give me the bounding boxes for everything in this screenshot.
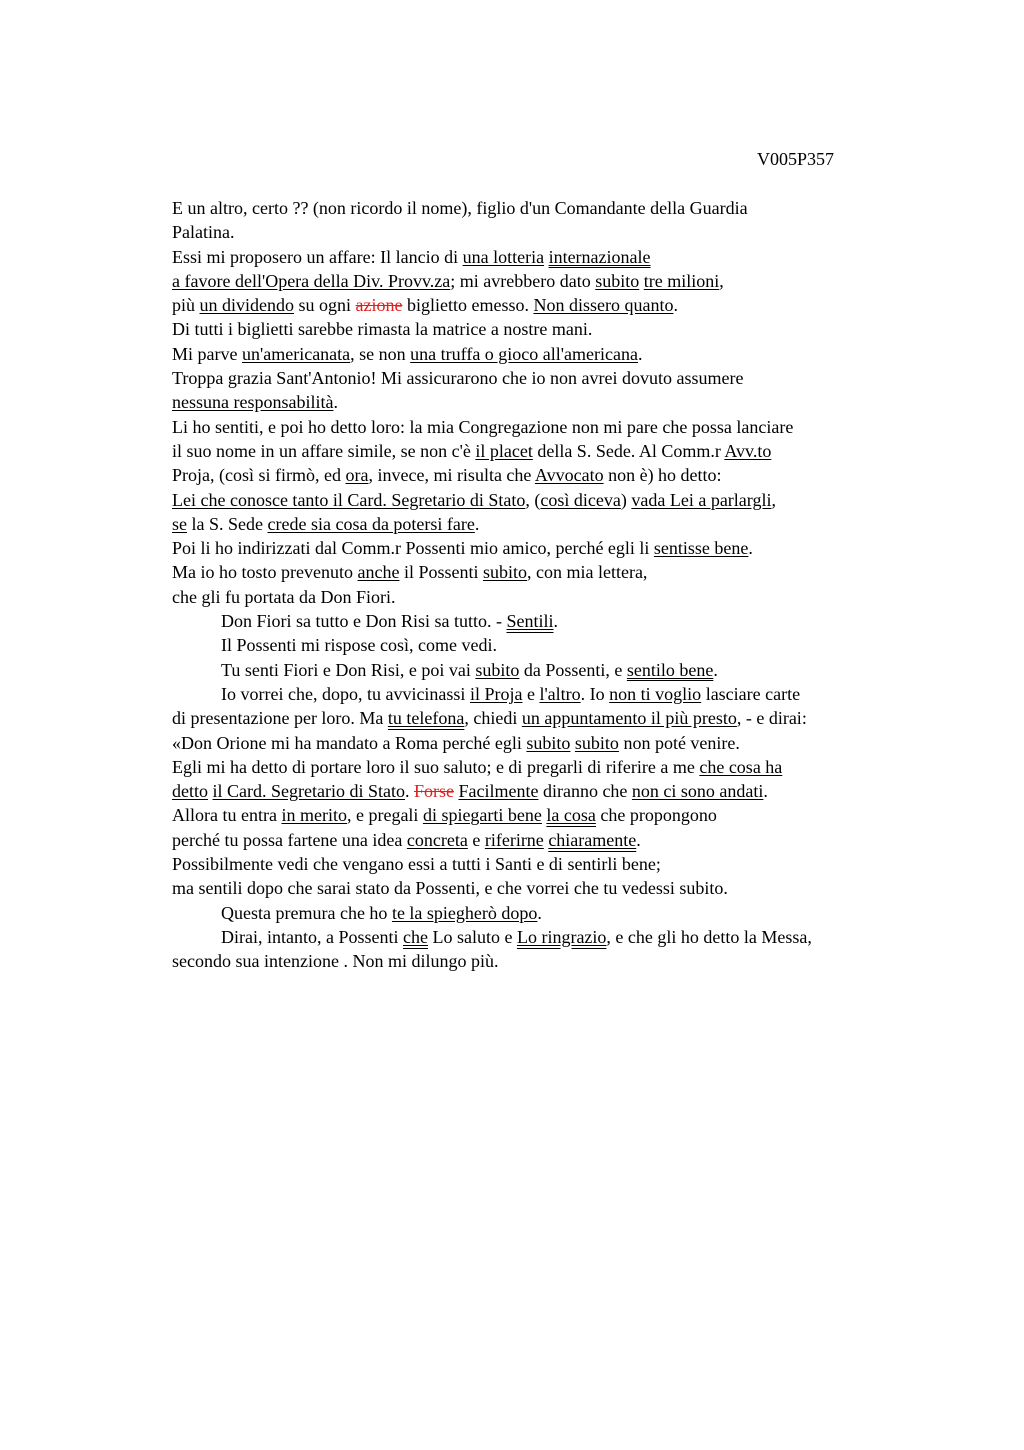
text-segment: Di tutti i biglietti sarebbe rimasta la matrice a nostre mani. — [172, 319, 593, 340]
text-segment: . — [333, 392, 338, 413]
underlined-text: in merito — [281, 805, 347, 826]
underlined-text: l'altro — [539, 683, 581, 704]
text-line — [172, 803, 932, 827]
text-segment: il suo nome in un affare simile, se non c'è — [172, 440, 476, 461]
text-segment: Troppa grazia Sant'Antonio! Mi assicurarono che io non avrei dovuto assumere — [172, 368, 744, 389]
text-segment: da Possenti, e — [519, 659, 627, 680]
text-segment: , con mia lettera, — [526, 562, 648, 583]
text-line — [172, 633, 932, 657]
text-line — [172, 366, 932, 390]
double-underlined-text: Lo ringrazio — [516, 926, 607, 947]
text-segment: , ( — [525, 489, 541, 510]
text-line — [172, 512, 932, 536]
text-line — [172, 682, 932, 706]
text-line — [172, 560, 932, 584]
underlined-text: ora — [345, 465, 369, 486]
text-line — [172, 488, 932, 512]
text-line — [172, 779, 932, 803]
underlined-text: una lotteria — [462, 246, 545, 267]
text-segment: Essi mi proposero un affare: Il lancio di — [172, 246, 463, 267]
underlined-text: Non dissero quanto — [533, 295, 674, 316]
text-segment: . — [404, 781, 414, 802]
struck-text: azione — [355, 295, 403, 316]
underlined-text: così diceva — [540, 489, 621, 510]
text-line — [172, 342, 932, 366]
double-underlined-text: chiaramente — [548, 829, 637, 850]
text-line — [172, 536, 932, 560]
text-segment: . — [713, 659, 718, 680]
underlined-text: Facilmente — [458, 781, 539, 802]
text-segment: Allora tu entra — [172, 805, 282, 826]
text-segment: . — [537, 902, 542, 923]
underlined-text: un dividendo — [199, 295, 295, 316]
double-underlined-text: sentilo bene — [626, 659, 714, 680]
underlined-text: un'americanata — [241, 343, 351, 364]
text-segment: che propongono — [595, 805, 717, 826]
text-line — [172, 949, 932, 973]
text-line — [172, 658, 932, 682]
text-line — [172, 609, 932, 633]
text-segment: , chiedi — [464, 708, 522, 729]
underlined-text: detto — [172, 781, 208, 802]
underlined-text: subito — [595, 270, 640, 291]
text-segment: Poi li ho indirizzati dal Comm.r Possenti mio amico, perché egli li — [172, 538, 654, 559]
text-line — [172, 220, 932, 244]
text-line — [172, 390, 932, 414]
text-segment: Egli mi ha detto di portare loro il suo saluto; e di pregarli di riferire a me — [172, 756, 700, 777]
underlined-text: vada Lei a parlargli — [631, 489, 772, 510]
text-line — [172, 876, 932, 900]
text-segment: Palatina. — [172, 222, 235, 243]
text-segment: . — [748, 538, 753, 559]
text-segment: il Possenti — [399, 562, 483, 583]
text-segment: «Don Orione mi ha mandato a Roma perché egli — [172, 732, 527, 753]
text-segment: Li ho sentiti, e poi ho detto loro: la mia Congregazione non mi pare che possa lanciare — [172, 416, 794, 437]
page-reference: V005P357 — [757, 149, 835, 169]
underlined-text: di spiegarti bene — [422, 805, 542, 826]
double-underlined-text: che — [402, 926, 428, 947]
underlined-text: non ti voglio — [609, 683, 702, 704]
double-underlined-text: Sentili — [506, 611, 554, 632]
underlined-text: riferirne — [484, 829, 544, 850]
text-segment: Dirai, intanto, a Possenti — [221, 926, 403, 947]
text-segment: ma sentili dopo che sarai stato da Possenti, e che vorrei che tu vedessi subito. — [172, 878, 728, 899]
double-underlined-text: tu telefona — [387, 708, 465, 729]
text-segment: Lo saluto e — [427, 926, 517, 947]
text-segment: . — [636, 829, 641, 850]
underlined-text: crede sia cosa da potersi fare — [267, 513, 475, 534]
text-segment: . — [673, 295, 678, 316]
text-line — [172, 293, 932, 317]
text-line — [172, 901, 932, 925]
text-segment: , e che gli ho detto la Messa, — [606, 926, 812, 947]
underlined-text: Lei che conosce tanto il Card. Segretario di Stato — [172, 489, 526, 510]
text-segment: , invece, mi risulta che — [368, 465, 535, 486]
text-segment: Mi parve — [172, 343, 242, 364]
underlined-text: una truffa o gioco all'americana — [410, 343, 638, 364]
text-line — [172, 731, 932, 755]
text-line — [172, 852, 932, 876]
double-underlined-text: la cosa — [546, 805, 596, 826]
underlined-text: Avv.to — [724, 440, 772, 461]
underlined-text: il Proja — [469, 683, 523, 704]
text-segment: . Io — [580, 683, 610, 704]
text-segment: la S. Sede — [187, 513, 268, 534]
letter-body — [172, 196, 932, 974]
text-line — [172, 245, 932, 269]
text-line — [172, 269, 932, 293]
text-line — [172, 585, 932, 609]
text-line — [172, 317, 932, 341]
text-segment: che gli fu portata da Don Fiori. — [172, 586, 396, 607]
text-segment: Questa premura che ho — [221, 902, 392, 923]
text-segment: . — [637, 343, 643, 364]
text-segment: , se non — [350, 343, 411, 364]
text-segment: ; mi avrebbero dato — [450, 270, 596, 291]
text-segment: , — [771, 489, 776, 510]
text-segment: E un altro, certo ?? (non ricordo il nome), figlio d'un Comandante della Guardia — [172, 198, 748, 218]
text-segment: . — [763, 781, 768, 802]
text-segment: più — [172, 295, 200, 316]
struck-text: Forse — [413, 781, 454, 802]
underlined-text: il placet — [475, 440, 533, 461]
underlined-text: sentisse bene — [653, 538, 749, 559]
text-segment: , - e dirai: — [736, 708, 807, 729]
text-line — [172, 196, 932, 220]
text-segment: perché tu possa fartene una idea — [172, 829, 407, 850]
underlined-text: subito — [482, 562, 527, 583]
underlined-text: che cosa ha — [699, 756, 783, 777]
underlined-text: subito — [526, 732, 571, 753]
underlined-text: un appuntamento il più presto — [521, 708, 737, 729]
text-segment: Proja, (così si firmò, ed — [172, 465, 346, 486]
text-line — [172, 439, 932, 463]
text-segment: lasciare carte — [701, 683, 801, 704]
underlined-text: il Card. Segretario di Stato — [212, 781, 405, 802]
text-segment: Ma io ho tosto prevenuto — [172, 562, 358, 583]
underlined-text: Avvocato — [534, 465, 604, 486]
text-segment: . — [474, 513, 480, 534]
text-line — [172, 925, 932, 949]
text-segment: biglietto emesso. — [402, 295, 534, 316]
text-segment: , — [719, 270, 724, 291]
text-line — [172, 706, 932, 730]
text-segment: . — [553, 611, 559, 632]
text-segment: Tu senti Fiori e Don Risi, e poi vai — [221, 659, 476, 680]
text-segment: e — [522, 683, 540, 704]
underlined-text: se — [172, 513, 187, 534]
underlined-text: a favore dell'Opera della Div. Provv.za — [172, 270, 451, 291]
underlined-text: subito — [475, 659, 520, 680]
text-segment: , e pregali — [346, 805, 423, 826]
text-line — [172, 415, 932, 439]
text-segment: Possibilmente vedi che vengano essi a tutti i Santi e di sentirli bene; — [172, 854, 661, 875]
text-line — [172, 755, 932, 779]
text-segment: non poté venire. — [618, 732, 740, 753]
text-line — [172, 463, 932, 487]
text-segment: diranno che — [538, 781, 632, 802]
text-segment: di presentazione per loro. Ma — [172, 708, 388, 729]
text-segment: Io vorrei che, dopo, tu avvicinassi — [221, 683, 470, 704]
double-underlined-text: internazionale — [548, 246, 651, 267]
text-segment: della S. Sede. Al Comm.r — [532, 440, 725, 461]
underlined-text: subito — [574, 732, 619, 753]
underlined-text: tre milioni — [643, 270, 720, 291]
text-segment: ) — [620, 489, 632, 510]
text-segment: secondo sua intenzione . Non mi dilungo più. — [172, 951, 499, 972]
text-line — [172, 828, 932, 852]
underlined-text: te la spiegherò dopo — [391, 902, 538, 923]
text-segment: Don Fiori sa tutto e Don Risi sa tutto. - — [221, 611, 507, 632]
underlined-text: anche — [357, 562, 400, 583]
text-segment: Il Possenti mi rispose così, come vedi. — [221, 635, 497, 656]
text-segment: su ogni — [294, 295, 356, 316]
underlined-text: non ci sono andati — [631, 781, 764, 802]
text-segment: non è) ho detto: — [603, 465, 722, 486]
text-segment: e — [467, 829, 485, 850]
underlined-text: nessuna responsabilità — [172, 392, 334, 413]
underlined-text: concreta — [406, 829, 468, 850]
